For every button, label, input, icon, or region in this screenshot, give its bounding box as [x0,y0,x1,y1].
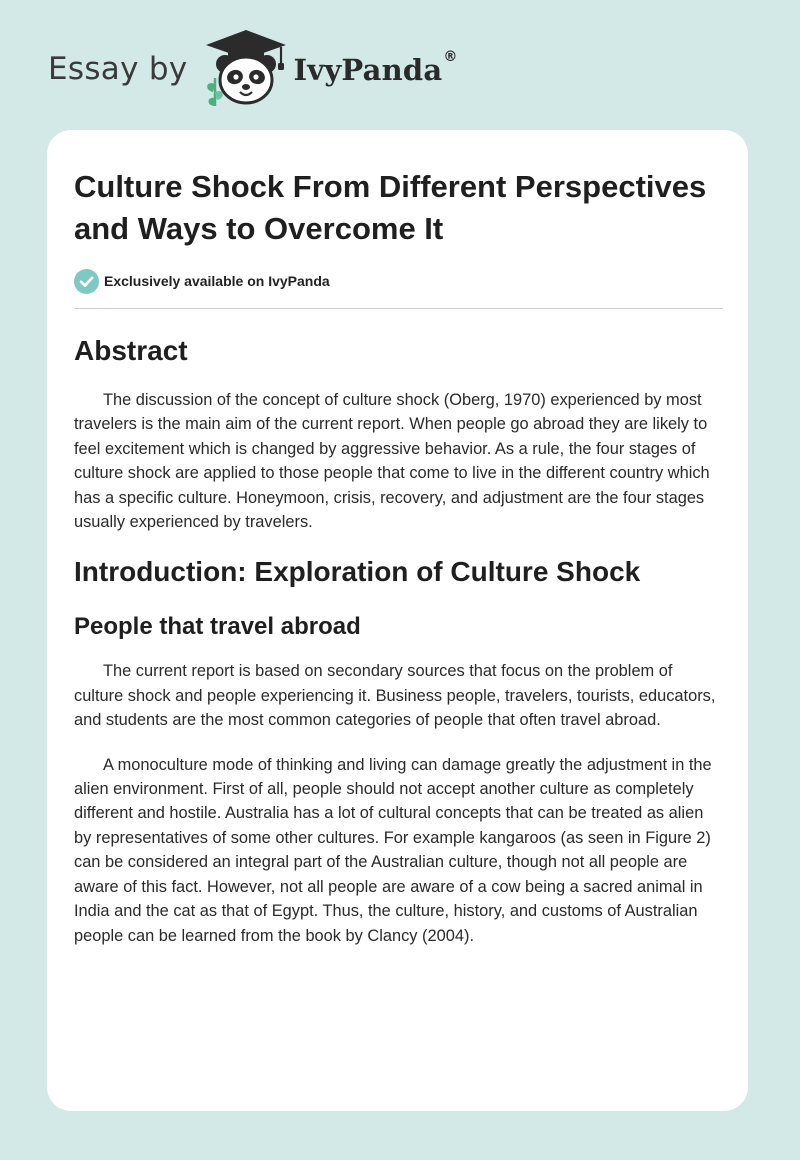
panda-graduate-logo-icon[interactable] [202,28,290,108]
check-circle-icon [74,269,99,294]
exclusive-label: Exclusively available on IvyPanda [104,273,330,289]
exclusive-badge [74,268,721,294]
people-paragraph-2: A monoculture mode of thinking and living can damage greatly the adjustment in the alien environment. First of all, people should not accept another culture as completely different and hostile. Australia has a lot of cultural concepts that can be treated as alien by representatives of some other cultures. For example kangaroos (as seen in Figure 2) can be considered an integral part of the Australian culture, though not all people are aware of this fact. However, not all people are aware of a cow being a sacred animal in India and the cat as that of Egypt. Thus, the culture, history, and customs of Australian people can be learned from the book by Clancy (2004). [74,755,712,945]
people-paragraph-1: The current report is based on secondary sources that focus on the problem of culture shock and people experiencing it. Business people, travelers, tourists, educators, and students are the most common categories of people that often travel abroad. [74,662,716,730]
site-header [48,28,458,108]
abstract-heading: Abstract [74,335,188,366]
abstract-paragraph: The discussion of the concept of culture shock (Oberg, 1970) experienced by most travelers is the main aim of the current report. When people go abroad they are likely to feel excitement which is changed by aggressive behavior. As a rule, the four stages of culture shock are applied to those people that come to live in the different country which has a specific culture. Honeymoon, crisis, recovery, and adjustment are the four stages usually experienced by travelers. [74,391,710,532]
people-travel-heading: People that travel abroad [74,613,361,641]
essay-title: Culture Shock From Different Perspectives and Ways to Overcome It [74,169,707,246]
essay-card [47,130,748,1111]
introduction-heading: Introduction: Exploration of Culture Shock [74,556,641,588]
essay-by-label: Essay by [48,51,188,87]
brand-name[interactable]: IvyPanda® [293,49,458,87]
title-divider [74,308,723,309]
